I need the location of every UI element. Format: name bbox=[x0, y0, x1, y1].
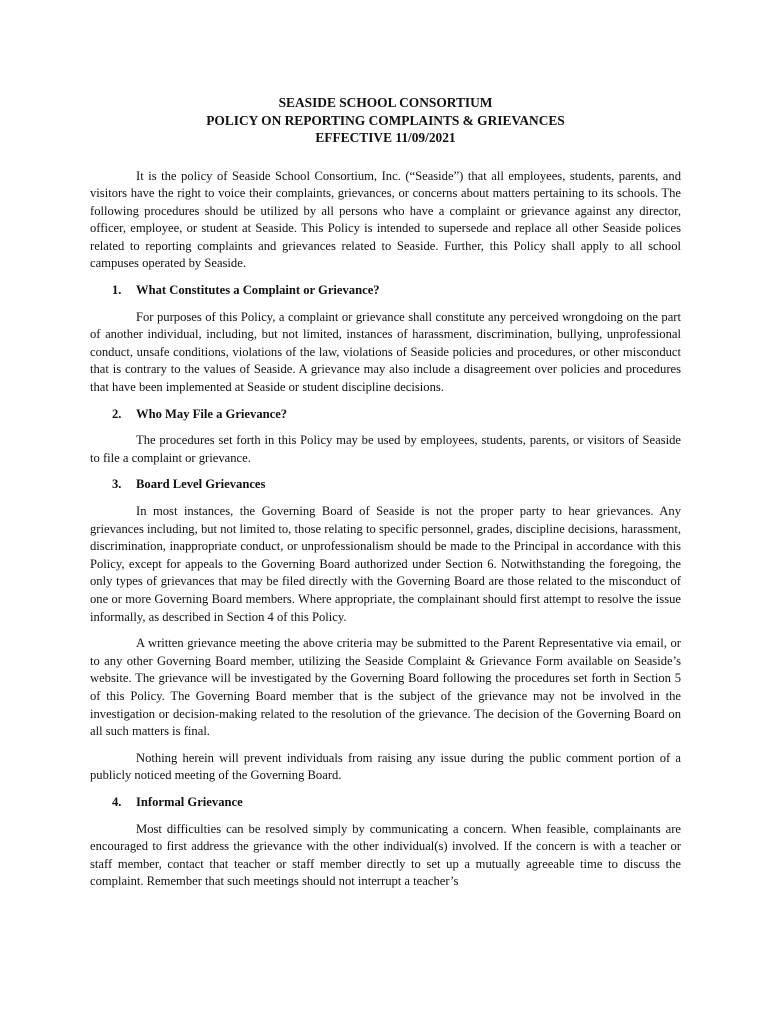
section-heading-4 bbox=[90, 794, 681, 812]
section-title: What Constitutes a Complaint or Grievance? bbox=[136, 283, 380, 298]
section-heading-1 bbox=[90, 282, 681, 300]
document-title bbox=[90, 94, 681, 147]
section-3-paragraph-1: In most instances, the Governing Board of Seaside is not the proper party to hear grievances. Any grievances including, but not limited to, those relating to specific personnel, grades, discipline decisions, harassment, discrimination, inappropriate conduct, or unprofessionalism should be made to the Principal in accordance with this Policy, except for appeals to the Governing Board authorized under Section 6. Notwithstanding the foregoing, the only types of grievances that may be filed directly with the Governing Board are those related to the misconduct of one or more Governing Board members. Where appropriate, the complainant should first attempt to resolve the issue informally, as described in Section 4 of this Policy. bbox=[90, 504, 681, 624]
section-3-paragraph-3: Nothing herein will prevent individuals from raising any issue during the public comment portion of a publicly noticed meeting of the Governing Board. bbox=[90, 750, 681, 783]
section-title: Who May File a Grievance? bbox=[136, 406, 288, 421]
section-number: 4. bbox=[112, 794, 122, 809]
intro-paragraph: It is the policy of Seaside School Consortium, Inc. (“Seaside”) that all employees, students, parents, and visitors have the right to voice their complaints, grievances, or concerns about matters pertaining to its schools. The following procedures should be utilized by all persons who have a complaint or grievance against any director, officer, employee, or student at Seaside. This Policy is intended to supersede and replace all other Seaside polices related to reporting complaints and grievances related to Seaside. Further, this Policy shall apply to all school campuses operated by Seaside. bbox=[90, 168, 681, 271]
section-4-paragraph: Most difficulties can be resolved simply by communicating a concern. When feasible, complainants are encouraged to first address the grievance with the other individual(s) involved. If the concern is with a teacher or staff member, contact that teacher or staff member directly to set up a mutually agreeable time to discuss the complaint. Remember that such meetings should not interrupt a teacher’s bbox=[90, 821, 681, 889]
section-heading-2 bbox=[90, 406, 681, 424]
section-title: Board Level Grievances bbox=[136, 477, 266, 492]
section-1-paragraph: For purposes of this Policy, a complaint or grievance shall constitute any perceived wrongdoing on the part of another individual, including, but not limited, instances of harassment, discrimination, bullying, unprofessional conduct, unsafe conditions, violations of the law, violations of Seaside policies and procedures, or other misconduct that is contrary to the values of Seaside. A grievance may also include a disagreement over policies and procedures that have been implemented at Seaside or student discipline decisions. bbox=[90, 309, 681, 395]
section-3-paragraph-2: A written grievance meeting the above criteria may be submitted to the Parent Representative via email, or to any other Governing Board member, utilizing the Seaside Complaint & Grievance Form available on Seaside’s website. The grievance will be investigated by the Governing Board following the procedures set forth in Section 5 of this Policy. The Governing Board member that is the subject of the grievance may not be involved in the investigation or decision-making related to the resolution of the grievance. The decision of the Governing Board on all such matters is final. bbox=[90, 636, 681, 739]
title-policy-name: POLICY ON REPORTING COMPLAINTS & GRIEVANCES bbox=[206, 112, 565, 128]
section-title: Informal Grievance bbox=[136, 794, 243, 809]
section-number: 1. bbox=[112, 283, 122, 298]
section-2-paragraph: The procedures set forth in this Policy may be used by employees, students, parents, or visitors of Seaside to file a complaint or grievance. bbox=[90, 433, 681, 465]
title-effective-date: EFFECTIVE 11/09/2021 bbox=[315, 130, 456, 145]
section-heading-3 bbox=[90, 476, 681, 494]
section-number: 2. bbox=[112, 406, 122, 421]
document-body bbox=[90, 94, 681, 891]
title-organization: SEASIDE SCHOOL CONSORTIUM bbox=[278, 95, 493, 110]
section-number: 3. bbox=[112, 477, 122, 492]
